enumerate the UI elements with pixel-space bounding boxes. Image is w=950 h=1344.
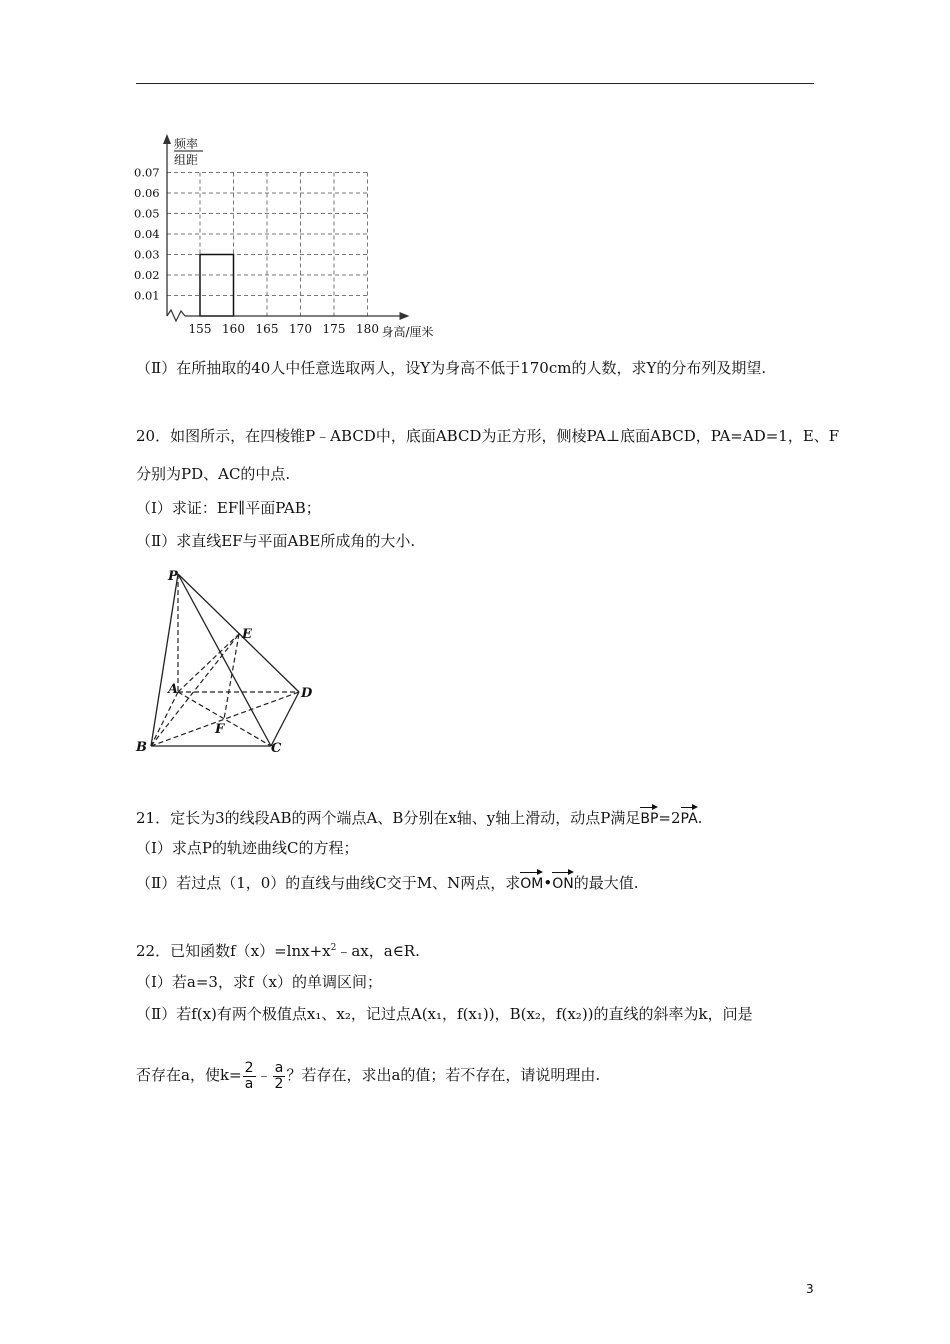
label-A: A — [168, 682, 179, 697]
q21-stem — [136, 806, 702, 828]
fraction-a-over-2: $\frac{a}{2}$ — [274, 1059, 284, 1092]
x-tick-label-175: 175 — [322, 322, 346, 336]
x-tick-label-160: 160 — [222, 322, 245, 336]
label-B: B — [136, 740, 147, 755]
q21-eq: =2 — [658, 809, 681, 827]
q22-part2-line2 — [136, 1058, 600, 1092]
vector-om: OM — [520, 871, 543, 891]
dot-product: • — [543, 874, 553, 892]
x-axis-label: 身高/厘米 — [381, 325, 434, 339]
minus-sign: ﹣ — [256, 1066, 272, 1084]
vector-bp: BP — [640, 806, 658, 826]
q21-part2-end: 的最大值. — [573, 874, 639, 892]
label-F: F — [215, 722, 225, 737]
q20-part2: （Ⅱ）求直线EF与平面ABE所成角的大小. — [136, 532, 416, 550]
x-tick-label-155: 155 — [188, 322, 212, 336]
q20-part1: （Ⅰ）求证：EF∥平面PAB； — [136, 499, 321, 517]
chart-labels — [134, 136, 434, 339]
edge-BE — [151, 634, 239, 746]
q22-part1: （Ⅰ）若a=3，求f（x）的单调区间； — [136, 973, 382, 991]
pyramid-figure — [130, 560, 330, 760]
x-tick-label-180: 180 — [356, 322, 379, 336]
y-tick-label-0.02: 0.02 — [134, 268, 160, 282]
chart-bars — [200, 255, 234, 317]
q21-stem-end: . — [697, 809, 703, 827]
edge-PB — [151, 574, 178, 746]
fraction-2-over-a: $\frac{2}{a}$ — [244, 1059, 254, 1092]
label-P: P — [168, 569, 178, 584]
y-axis-arrow — [163, 134, 171, 144]
histogram-chart — [130, 128, 460, 343]
q21-part1: （Ⅰ）求点P的轨迹曲线C的方程； — [136, 839, 359, 857]
q22-part2-l2a: 否存在a，使k= — [136, 1066, 242, 1084]
edge-BD — [151, 692, 299, 746]
x-tick-label-165: 165 — [255, 322, 279, 336]
y-tick-label-0.04: 0.04 — [134, 227, 160, 241]
axis-break — [167, 310, 185, 321]
bar-155-160 — [200, 255, 234, 317]
q21-part2-text: （Ⅱ）若过点（1，0）的直线与曲线C交于M、N两点，求 — [136, 874, 521, 892]
q22-part2-line1: （Ⅱ）若f(x)有两个极值点x₁、x₂，记过点A(x₁，f(x₁))，B(x₂，f(x₂))的直线的斜率为k，问是 — [136, 1005, 753, 1023]
label-C: C — [271, 741, 282, 756]
q21-part2 — [136, 871, 639, 893]
q21-stem-text: 21．定长为3的线段AB的两个端点A、B分别在x轴、y轴上滑动，动点P满足 — [136, 809, 641, 827]
q20-line2: 分别为PD、AC的中点. — [136, 465, 291, 483]
y-tick-label-0.06: 0.06 — [134, 186, 160, 200]
vector-on: ON — [552, 871, 574, 891]
x-tick-label-170: 170 — [289, 322, 312, 336]
y-tick-label-0.05: 0.05 — [134, 206, 160, 221]
y-tick-label-0.03: 0.03 — [134, 247, 160, 262]
q22-stem — [136, 938, 420, 961]
q22-stem-a: 22．已知函数f（x）=lnx+x — [136, 942, 331, 960]
header-rule — [136, 83, 814, 84]
q22-exponent: 2 — [330, 943, 337, 953]
y-tick-label-0.07: 0.07 — [134, 165, 160, 180]
q20-line1: 20．如图所示，在四棱锥P﹣ABCD中，底面ABCD为正方形，侧棱PA⊥底面ABCD，PA=AD=1，E、F — [136, 427, 840, 445]
y-label-top: 频率 — [174, 137, 199, 151]
edge-PC — [178, 574, 271, 746]
q19-part2: （Ⅱ）在所抽取的40人中任意选取两人，设Y为身高不低于170cm的人数，求Y的分布列及期望. — [136, 359, 767, 377]
page-number: 3 — [806, 1282, 814, 1296]
label-E: E — [242, 627, 252, 642]
x-axis-arrow — [400, 312, 410, 320]
label-D: D — [301, 686, 313, 701]
y-tick-label-0.01: 0.01 — [134, 288, 160, 303]
y-label-bottom: 组距 — [174, 153, 199, 167]
chart-grid — [167, 173, 368, 317]
vector-pa: PA — [681, 806, 698, 826]
q22-part2-l2b: ？若存在，求出a的值；若不存在，请说明理由. — [286, 1066, 601, 1084]
q22-stem-b: ﹣ax，a∈R. — [336, 942, 420, 960]
